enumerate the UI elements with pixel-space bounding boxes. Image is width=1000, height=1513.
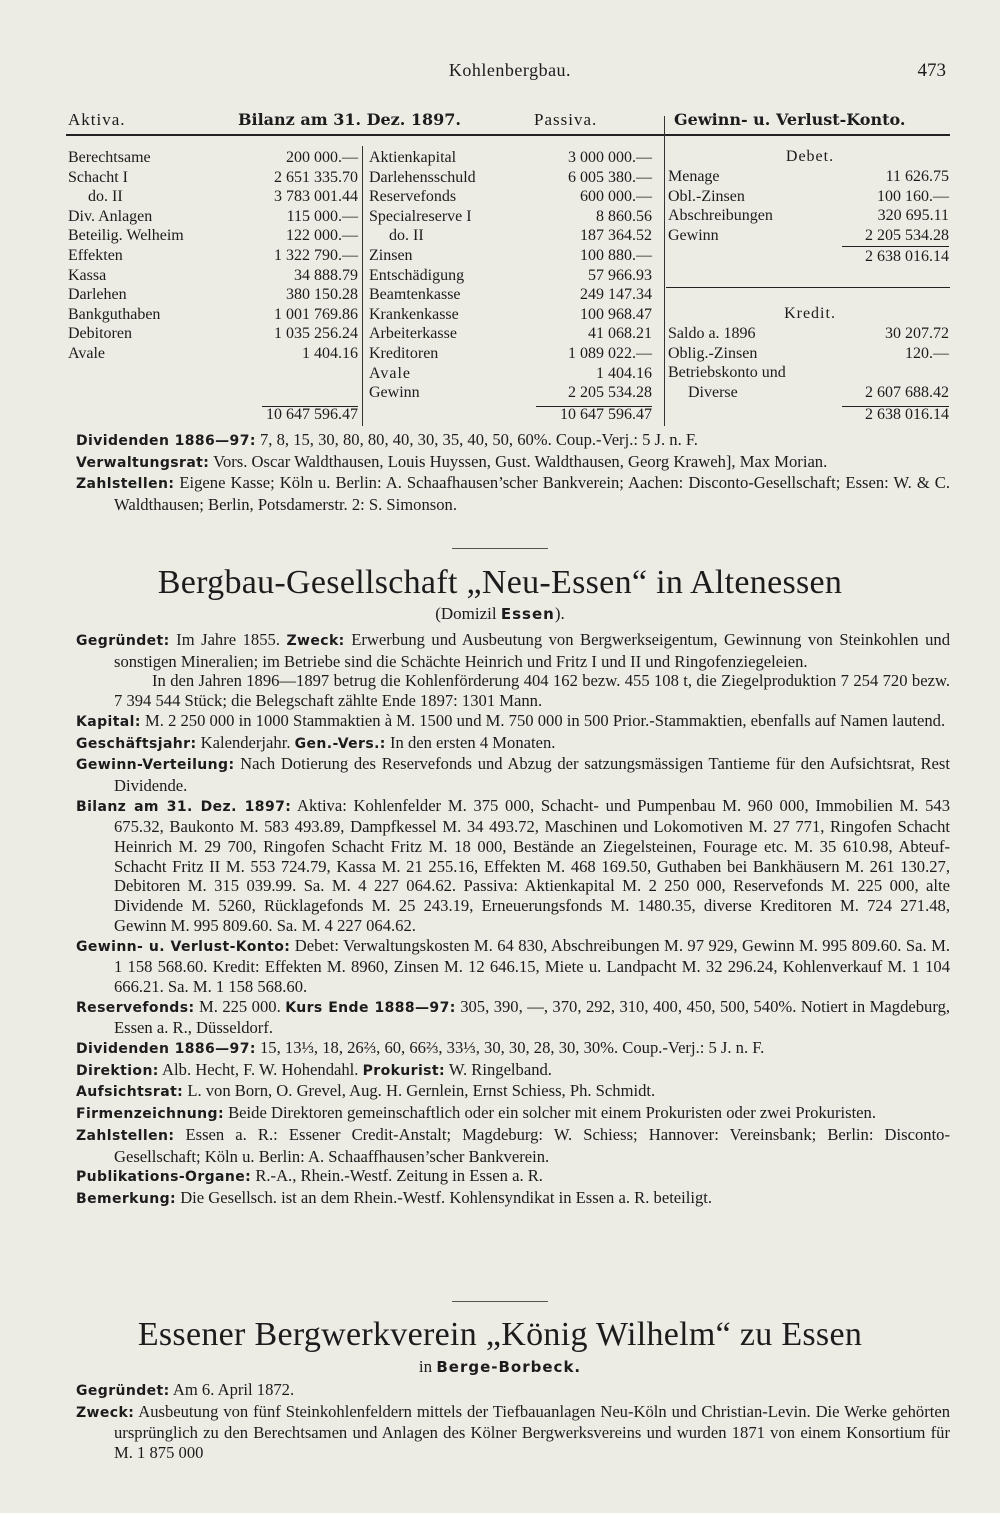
debet-total: 2 638 016.14 — [865, 248, 949, 265]
debet-row — [668, 167, 949, 187]
debet-label: Obl.-Zinsen — [668, 187, 745, 205]
passiva-row — [369, 285, 652, 305]
passiva-row — [369, 344, 652, 364]
aktiva-label: Avale — [68, 344, 106, 362]
aktiva-passiva-divider — [362, 146, 363, 426]
passiva-label: Reservefonds — [369, 188, 457, 206]
passiva-row — [369, 226, 652, 246]
bilanz-entry: Bilanz am 31. Dez. 1897: Aktiva: Kohlenfelder M. 375 000, Schacht- und Pumpenbau M. 960 000, Immobilien M. 543 675.32, Baukonto M. 583 493.89, Dampfkessel M. 34 493.72, Maschinen und Lokomotiven M. 27 771, Ringofen Schacht Heinrich M. 29 700, Ringofen Schacht Fritz M. 18 000, Bestände an Ziegelsteinen, Fourage etc. M. 35 610.98, Abteuf-Schacht Fritz II M. 553 724.79, Kassa M. 21 255.16, Effekten M. 468 169.50, Guthaben bei Bankhäusern M. 261 130.27, Debitoren M. 315 039.99. Sa. M. 4 227 064.62. Passiva: Aktienkapital M. 2 250 000, Reservefonds M. 225 000, alte Dividende M. 5260, Rücklagefonds M. 25 243.19, Erneuerungsfonds M. 1480.35, diverse Kreditoren M. 724 271.48, Gewinn M. 995 809.60. Sa. M. 4 227 064.62. — [76, 795, 950, 935]
aktiva-row — [68, 285, 358, 305]
domizil-line: (Domizil Essen). — [435, 604, 565, 623]
passiva-label: Aktienkapital — [369, 149, 457, 166]
debet-label: Gewinn — [668, 226, 719, 244]
running-header — [70, 60, 950, 86]
kredit-value: 30 207.72 — [885, 325, 949, 342]
aktiva-label: do. II — [88, 188, 123, 206]
debet-row — [668, 226, 949, 246]
aktiva-row — [68, 168, 358, 188]
aktiva-row — [68, 226, 358, 246]
passiva-value: 187 364.52 — [580, 227, 652, 245]
passiva-row — [369, 168, 652, 188]
passiva-value: 1 089 022.— — [568, 344, 652, 362]
section-2-body — [76, 630, 950, 1210]
gegruendet-3-entry: Gegründet: Am 6. April 1872. — [76, 1380, 295, 1399]
page-number: 473 — [917, 60, 946, 81]
ort-line: in Berge-Borbeck. — [418, 1357, 582, 1376]
separator-line-2 — [452, 1301, 548, 1302]
passiva-label: Zinsen — [369, 246, 413, 264]
aktiva-label: Bankguthaben — [68, 305, 161, 323]
aktiva-label: Kassa — [68, 266, 107, 284]
gegruendet-entry: Gegründet: Im Jahre 1855. Zweck: Erwerbung und Ausbeutung von Bergwerkseigentum, Gewinnung von Steinkohlen und sonstigen Mineralien; im Betriebe sind die Schächte Heinrich und Fritz I und II und Ringofenziegeleien. — [76, 630, 950, 671]
passiva-value: 249 147.34 — [580, 286, 652, 304]
aktiva-label: Effekten — [68, 246, 123, 264]
passiva-row — [369, 187, 652, 207]
kredit-value — [832, 363, 949, 383]
passiva-value: 100 880.— — [580, 246, 652, 264]
aktiva-row — [68, 246, 358, 266]
passiva-row — [369, 383, 652, 403]
passiva-value: 2 205 534.28 — [568, 384, 652, 402]
debet-sum-rule — [842, 246, 949, 247]
debet-heading: Debet. — [785, 148, 835, 165]
aktiva-value: 200 000.— — [286, 149, 358, 166]
dividenden-entry: Dividenden 1886—97: 7, 8, 15, 30, 80, 80, 40, 30, 35, 40, 50, 60%. Coup.-Verj.: 5 J. n. F. — [76, 430, 698, 449]
passiva-label: Krankenkasse — [369, 305, 459, 323]
passiva-value: 8 860.56 — [596, 207, 652, 225]
zweck-3-entry: Zweck: Ausbeutung von fünf Steinkohlenfeldern mittels der Tiefbauanlagen Neu-Köln und Christian-Levin. Die Werke gehörten ursprünglich zu den Berechtsamen und Anlagen des Kölner Bergwerksvereins und wurden 1871 von einem Konsortium für M. 1 875 000 — [76, 1401, 951, 1463]
zahlstellen-2-entry: Zahlstellen: Essen a. R.: Essener Credit-Anstalt; Magdeburg: W. Schiess; Hannover: Vereinsbank; Berlin: Disconto-Gesellschaft; Köln u. Berlin: A. Schaaffhausen’scher Bankverein. — [76, 1124, 950, 1166]
reservefonds-entry: Reservefonds: M. 225 000. Kurs Ende 1888—97: 305, 390, —, 370, 292, 310, 400, 450, 500, 540%. Notiert in Magdeburg, Essen a. R., Düsseldorf. — [76, 996, 951, 1038]
gv-heading: Gewinn- u. Verlust-Konto. — [674, 110, 906, 129]
aktiva-value: 1 001 769.86 — [274, 305, 358, 323]
aktiva-value: 2 651 335.70 — [274, 168, 358, 186]
aktiva-value: 34 888.79 — [294, 266, 358, 284]
aktiva-row — [68, 266, 358, 286]
bilanz-gv-divider — [664, 116, 665, 426]
kredit-row — [668, 363, 949, 383]
kredit-value: 2 607 688.42 — [865, 383, 949, 401]
debet-value: 100 160.— — [877, 187, 949, 205]
debet-row — [668, 206, 949, 226]
passiva-row — [369, 148, 652, 168]
kredit-label: Oblig.-Zinsen — [668, 344, 758, 362]
passiva-label: Gewinn — [369, 384, 420, 402]
aktiva-value: 3 783 001.44 — [274, 188, 358, 206]
geschaeftsjahr-entry: Geschäftsjahr: Kalenderjahr. Gen.-Vers.: In den ersten 4 Monaten. — [76, 732, 556, 752]
publikation-entry: Publikations-Organe: R.-A., Rhein.-Westf. Zeitung in Essen a. R. — [76, 1166, 543, 1186]
aktiva-value: 1 035 256.24 — [274, 325, 358, 343]
passiva-label: Kreditoren — [369, 344, 439, 362]
firmenzeichnung-entry: Firmenzeichnung: Beide Direktoren gemeinschaftlich oder ein solcher mit einem Prokuristen oder zwei Prokuristen. — [76, 1103, 876, 1123]
passiva-value: 3 000 000.— — [568, 149, 652, 166]
passiva-label: Darlehensschuld — [369, 168, 476, 186]
passiva-row — [369, 324, 652, 344]
verwaltungsrat-entry: Verwaltungsrat: Vors. Oscar Waldthausen, Louis Huyssen, Gust. Waldthausen, Georg Kraweh], Max Morian. — [76, 451, 828, 471]
aktiva-value: 380 150.28 — [286, 286, 358, 304]
passiva-value: 57 966.93 — [588, 266, 652, 284]
aktiva-heading: Aktiva. — [68, 110, 126, 129]
section-title: Kohlenbergbau. — [448, 60, 572, 80]
aktiva-value: 1 322 790.— — [274, 246, 358, 264]
passiva-value: 41 068.21 — [588, 325, 652, 343]
company-title-koenig-wilhelm: Essener Bergwerkverein „König Wilhelm“ zu Essen — [137, 1316, 863, 1353]
company-title-neu-essen: Bergbau-Gesellschaft „Neu-Essen“ in Altenessen — [157, 564, 843, 601]
debet-label: Menage — [668, 168, 720, 185]
debet-table — [668, 167, 949, 245]
passiva-total: 10 647 596.47 — [560, 406, 652, 423]
section-3-body — [76, 1380, 950, 1463]
aktiva-label: Berechtsame — [68, 149, 151, 166]
aktiva-row — [68, 305, 358, 325]
passiva-label: Arbeiterkasse — [369, 325, 457, 343]
aktiva-row — [68, 187, 358, 207]
kredit-label: Betriebskonto und — [668, 364, 786, 382]
kredit-row — [668, 324, 949, 344]
aktiva-table — [68, 148, 358, 364]
passiva-table — [369, 148, 652, 403]
separator-line — [452, 548, 548, 549]
kredit-row — [668, 344, 949, 364]
aktiva-row — [68, 207, 358, 227]
gewinn-verlust-entry: Gewinn- u. Verlust-Konto: Debet: Verwaltungskosten M. 64 830, Abschreibungen M. 97 929, Gewinn M. 995 809.60. Sa. M. 1 158 568.60. Kredit: Effekten M. 8960, Zinsen M. 12 646.15, Miete u. Landpacht M. 32 296.24, Kohlenverkauf M. 1 104 666.21. Sa. M. 1 158 568.60. — [76, 935, 950, 996]
balance-table-header — [66, 110, 950, 132]
aktiva-row — [68, 324, 358, 344]
debet-value: 2 205 534.28 — [865, 226, 949, 244]
kredit-row — [668, 383, 949, 403]
aktiva-label: Div. Anlagen — [68, 207, 153, 225]
kapital-entry: Kapital: M. 2 250 000 in 1000 Stammaktien à M. 1500 und M. 750 000 in 500 Prior.-Stammaktien, ebenfalls auf Namen lautend. — [76, 710, 946, 730]
passiva-label: Beamtenkasse — [369, 286, 461, 304]
aktiva-label: Schacht I — [68, 168, 128, 186]
kredit-label: Diverse — [688, 383, 738, 401]
debet-value: 320 695.11 — [877, 207, 949, 225]
kredit-total: 2 638 016.14 — [865, 406, 949, 423]
passiva-row — [369, 364, 652, 384]
aktiva-label: Beteilig. Welheim — [68, 227, 184, 245]
kredit-heading: Kredit. — [784, 305, 836, 322]
passiva-row — [369, 246, 652, 266]
aktiva-total: 10 647 596.47 — [266, 406, 358, 423]
aktiva-value: 1 404.16 — [302, 344, 358, 362]
dividenden-2-entry: Dividenden 1886—97: 15, 13⅓, 18, 26⅔, 60, 66⅔, 33⅓, 30, 30, 28, 30, 30%. Coup.-Verj.: 5 J. n. F. — [76, 1038, 765, 1058]
gewinnverteilung-entry: Gewinn-Verteilung: Nach Dotierung des Reservefonds und Abzug der satzungsmässigen Tantieme für den Aufsichtsrat, Rest Dividende. — [76, 754, 950, 795]
aktiva-label: Darlehen — [68, 286, 127, 304]
header-rule — [66, 134, 950, 136]
gv-split-rule — [666, 287, 950, 288]
bemerkung-entry: Bemerkung: Die Gesellsch. ist an dem Rhein.-Westf. Kohlensyndikat in Essen a. R. beteiligt. — [76, 1187, 713, 1207]
passiva-row — [369, 305, 652, 325]
debet-row — [668, 187, 949, 207]
aktiva-row — [68, 344, 358, 364]
passiva-label: Avale — [369, 364, 412, 382]
debet-value: 11 626.75 — [885, 168, 949, 185]
passiva-label: Specialreserve I — [369, 207, 472, 225]
aktiva-value: 115 000.— — [286, 207, 358, 225]
passiva-heading: Passiva. — [534, 110, 598, 129]
passiva-label: Entschädigung — [369, 266, 465, 284]
passiva-value: 600 000.— — [580, 188, 652, 206]
bilanz-heading: Bilanz am 31. Dez. 1897. — [238, 110, 461, 129]
aktiva-row — [68, 148, 358, 168]
kredit-label: Saldo a. 1896 — [668, 325, 756, 342]
passiva-label: do. II — [389, 227, 424, 245]
debet-label: Abschreibungen — [668, 207, 773, 225]
passiva-value: 1 404.16 — [596, 364, 652, 382]
kredit-value: 120.— — [905, 344, 949, 362]
kredit-table — [668, 324, 949, 402]
direktion-entry: Direktion: Alb. Hecht, F. W. Hohendahl. Prokurist: W. Ringelband. — [76, 1059, 552, 1079]
zahlstellen-entry: Zahlstellen: Eigene Kasse; Köln u. Berlin: A. Schaafhausen’scher Bankverein; Aachen: Disconto-Gesellschaft; Essen: W. & C. Waldthausen; Berlin, Potsdamerstr. 2: S. Simonson. — [76, 473, 950, 515]
section-1-notes — [76, 430, 950, 515]
aufsichtsrat-entry: Aufsichtsrat: L. von Born, O. Grevel, Aug. H. Gernlein, Ernst Schiess, Ph. Schmidt. — [76, 1081, 656, 1101]
passiva-row — [369, 266, 652, 286]
aktiva-label: Debitoren — [68, 325, 132, 343]
passiva-row — [369, 207, 652, 227]
passiva-value: 100 968.47 — [580, 305, 652, 323]
passiva-value: 6 005 380.— — [568, 168, 652, 186]
aktiva-value: 122 000.— — [286, 227, 358, 245]
foerderung-entry: In den Jahren 1896—1897 betrug die Kohlenförderung 404 162 bezw. 455 108 t, die Ziegelproduktion 7 254 720 bezw. 7 394 544 Stück; die Belegschaft zählte Ende 1897: 1301 Mann. — [114, 671, 950, 711]
